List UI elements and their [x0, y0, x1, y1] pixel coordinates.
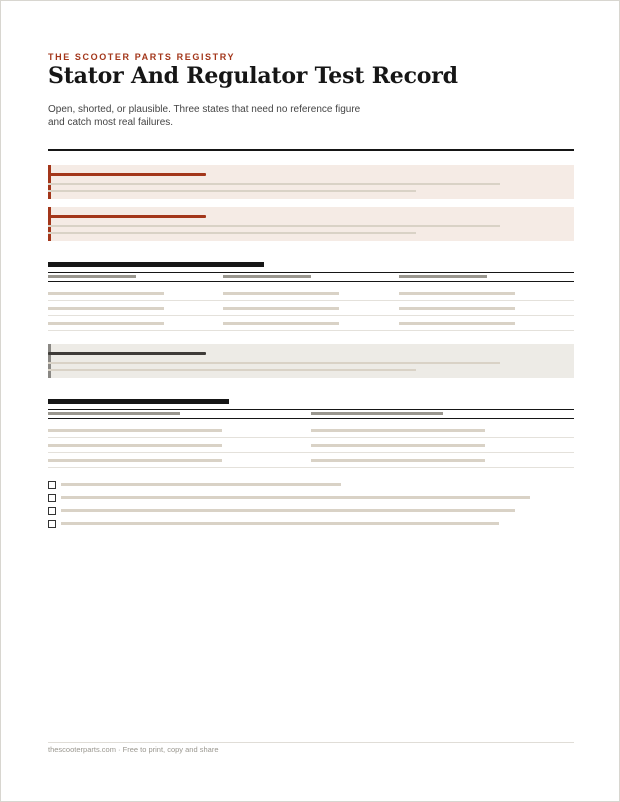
callout-accent-bar	[48, 207, 51, 241]
table-cell	[399, 292, 515, 295]
checklist-item-line	[61, 509, 515, 512]
section-heading	[48, 399, 229, 404]
table-cell	[311, 429, 485, 432]
table-row-rule	[48, 467, 574, 468]
table-header-cell	[48, 412, 180, 415]
table-cell	[399, 322, 515, 325]
callout-text-line	[48, 369, 416, 371]
table-cell	[223, 307, 339, 310]
warning-callout	[48, 207, 574, 241]
table-header-cell	[311, 412, 443, 415]
intro-text: Open, shorted, or plausible. Three states that need no reference figure and catch most real failures.	[48, 104, 361, 128]
table-top-rule	[48, 409, 574, 410]
table-cell	[48, 322, 164, 325]
registry-kicker: THE SCOOTER PARTS REGISTRY	[48, 52, 236, 62]
section-heading	[48, 262, 264, 267]
table-cell	[311, 444, 485, 447]
table-header-cell	[48, 275, 136, 278]
header-rule	[48, 149, 574, 151]
footer-rule	[48, 742, 574, 743]
table-cell	[48, 444, 222, 447]
table-cell	[48, 459, 222, 462]
table-header-rule	[48, 281, 574, 282]
checklist-checkbox[interactable]	[48, 507, 56, 515]
table-header-cell	[223, 275, 311, 278]
table-row-rule	[48, 437, 574, 438]
callout-text-line	[48, 190, 416, 192]
table-cell	[311, 459, 485, 462]
checklist-checkbox[interactable]	[48, 481, 56, 489]
table-cell	[48, 292, 164, 295]
page-title: Stator And Regulator Test Record	[48, 63, 458, 89]
footer-text: thescooterparts.com · Free to print, copy and share	[48, 745, 219, 754]
table-header-rule	[48, 418, 574, 419]
table-cell	[48, 307, 164, 310]
table-row-rule	[48, 452, 574, 453]
table-top-rule	[48, 272, 574, 273]
table-row-rule	[48, 330, 574, 331]
checklist-item-line	[61, 483, 341, 486]
table-row-rule	[48, 300, 574, 301]
checklist-checkbox[interactable]	[48, 494, 56, 502]
note-callout	[48, 344, 574, 378]
table-cell	[223, 292, 339, 295]
table-cell	[48, 429, 222, 432]
checklist-item-line	[61, 496, 530, 499]
table-cell	[223, 322, 339, 325]
callout-accent-bar	[48, 344, 51, 378]
callout-heading-line	[48, 173, 206, 176]
callout-text-line	[48, 232, 416, 234]
callout-text-line	[48, 183, 500, 185]
callout-accent-bar	[48, 165, 51, 199]
checklist-item-line	[61, 522, 499, 525]
callout-text-line	[48, 225, 500, 227]
table-row-rule	[48, 315, 574, 316]
table-header-cell	[399, 275, 487, 278]
warning-callout	[48, 165, 574, 199]
table-cell	[399, 307, 515, 310]
callout-heading-line	[48, 215, 206, 218]
callout-text-line	[48, 362, 500, 364]
callout-heading-line	[48, 352, 206, 355]
checklist-checkbox[interactable]	[48, 520, 56, 528]
